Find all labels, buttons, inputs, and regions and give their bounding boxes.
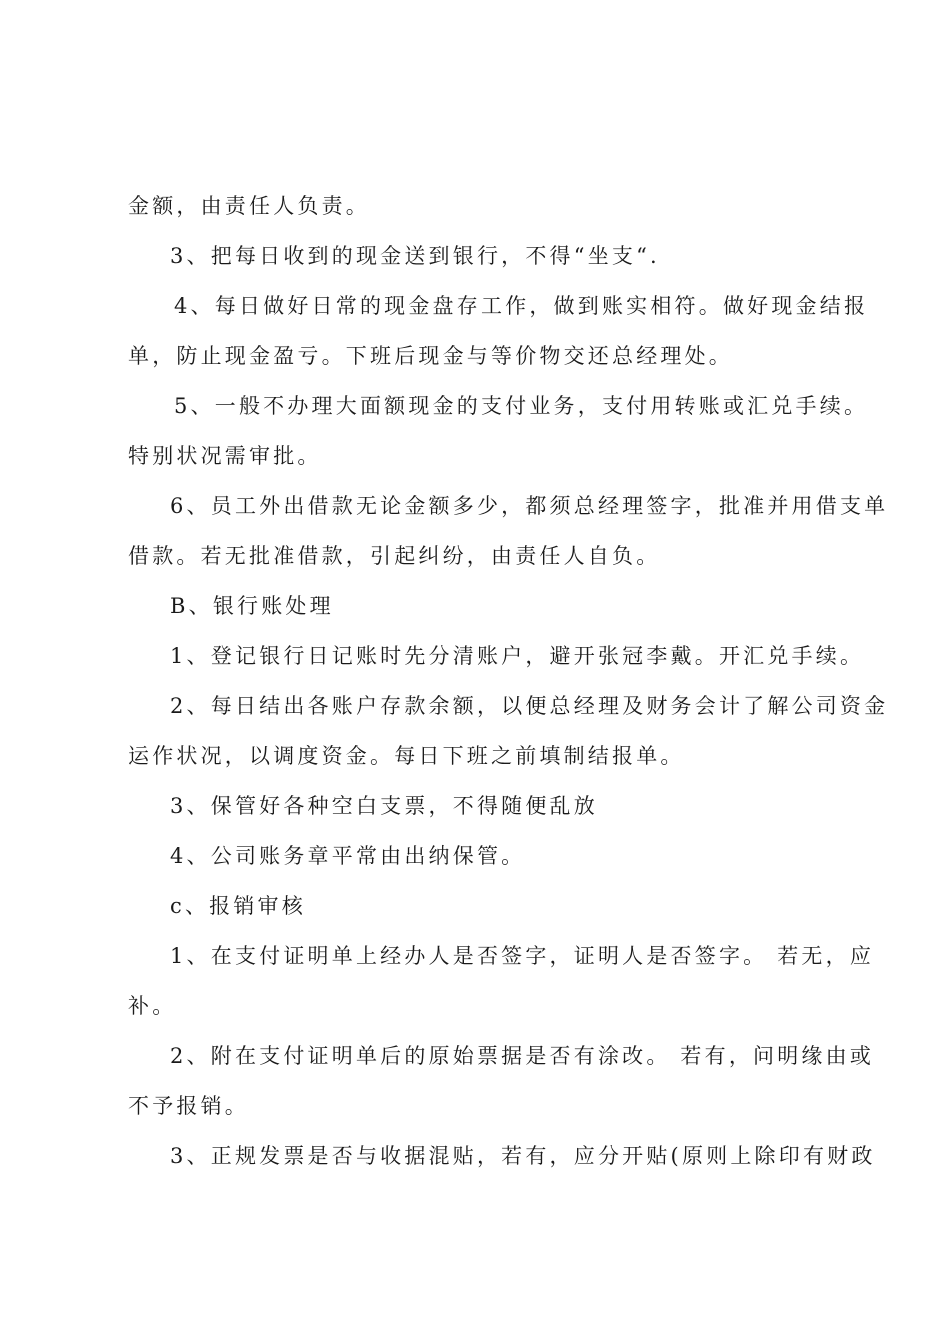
text-line: 2、每日结出各账户存款余额，以便总经理及财务会计了解公司资金: [170, 694, 889, 718]
text-line: 特别状况需审批。: [128, 444, 322, 468]
text-line: 3、正规发票是否与收据混贴，若有，应分开贴(原则上除印有财政: [170, 1144, 876, 1168]
text-line: 6、员工外出借款无论金额多少，都须总经理签字，批准并用借支单: [170, 494, 889, 518]
text-line: 1、在支付证明单上经办人是否签字，证明人是否签字。 若无，应: [170, 944, 875, 968]
text-line: 3、把每日收到的现金送到银行，不得“坐支“.: [170, 244, 660, 268]
text-line: 金额，由责任人负责。: [128, 194, 370, 218]
section-heading: B、银行账处理: [170, 594, 334, 618]
text-line: 不予报销。: [128, 1094, 249, 1118]
text-line: 单，防止现金盈亏。下班后现金与等价物交还总经理处。: [128, 344, 733, 368]
text-line: 1、登记银行日记账时先分清账户，避开张冠李戴。开汇兑手续。: [170, 644, 865, 668]
text-line: 运作状况，以调度资金。每日下班之前填制结报单。: [128, 744, 685, 768]
text-line: 3、保管好各种空白支票，不得随便乱放: [170, 794, 598, 818]
text-line: 补。: [128, 994, 177, 1018]
text-line: 借款。若无批准借款，引起纠纷，由责任人自负。: [128, 544, 661, 568]
text-line: 2、附在支付证明单后的原始票据是否有涂改。 若有，问明缘由或: [170, 1044, 875, 1068]
text-line: 4、公司账务章平常由出纳保管。: [170, 844, 526, 868]
text-line: 5、一般不办理大面额现金的支付业务，支付用转账或汇兑手续。: [174, 394, 869, 418]
section-heading: c、报销审核: [170, 894, 306, 918]
text-line: 4、每日做好日常的现金盘存工作，做到账实相符。做好现金结报: [174, 294, 869, 318]
